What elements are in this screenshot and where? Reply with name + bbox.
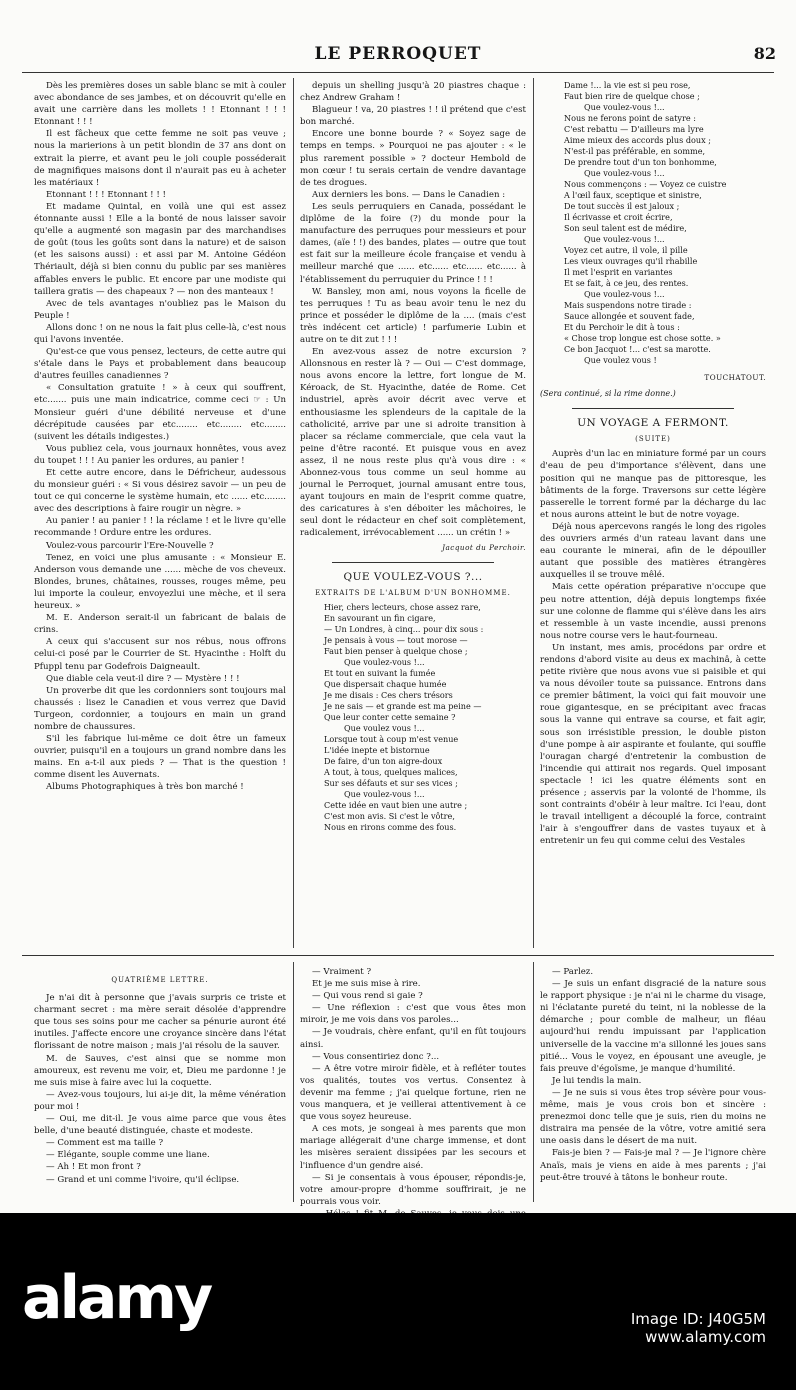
poem-line: Je ne sais — et grande est ma peine — — [324, 700, 482, 711]
poem-line: A l'œil faux, sceptique et sinistre, — [564, 190, 702, 200]
paragraph: Et madame Quintal, en voilà une qui est assez étonnante aussi ! Elle a la bonté de nous laisser savoir qu'elle a augmenté son magasin par des marchandises de goût (tous les goûts sont dans la nature) et de saison (et les saisons aussi) : et assi par M. Antoine Gédéon Thériault, déjà si bien connu du public par ses manières affables envers le public. Et encore par une modiste qui taillera gratis — des chapeaux ? — non des manteaux ! — [34, 201, 286, 297]
paragraph: Au panier ! au panier ! ! la réclame ! et le livre qu'elle recommande ! Ordure entre les ordures. — [34, 516, 286, 539]
paragraph: Fais-je bien ? — Fais-je mal ? — Je l'ignore chère Anaïs, mais je viens en aide à mes parents ; j'ai peut-être trouvé à tâtons le bonheur route. — [540, 1148, 766, 1183]
poem-line: Et du Perchoir le dit à tous : — [564, 322, 680, 332]
paragraph: Dès les premières doses un sable blanc se mit à couler avec abondance de ses jambes, et on découvrit qu'elle en avait une carrière dans les mollets ! ! Etonnant ! ! ! Etonnant ! ! ! — [34, 81, 286, 128]
poem-line: Les vieux ouvrages qu'il rhabille — [564, 256, 698, 266]
page-header — [20, 44, 776, 74]
paragraph: Voulez-vous parcourir l'Ere-Nouvelle ? — [46, 540, 214, 551]
poem-line: Dame !... la vie est si peu rose, — [564, 80, 691, 90]
poem-line: — Un Londres, à cinq... pour dix sous : — [324, 623, 484, 634]
poem-line: Je pensais à vous — tout morose — — [324, 634, 468, 645]
column-right — [540, 80, 766, 946]
page-number: 82 — [753, 44, 776, 63]
lower-column-left — [34, 966, 286, 1206]
paragraph: Avec de tels avantages n'oubliez pas le Maison du Peuple ! — [34, 298, 286, 321]
poem-line: Sur ses défauts et sur ses vices ; — [324, 777, 458, 788]
poem-line: L'idée inepte et bistornue — [324, 744, 430, 755]
paragraph: depuis un shelling jusqu'à 20 piastres chaque : chez Andrew Graham ! — [300, 81, 526, 104]
letter-text — [34, 992, 286, 1186]
column-divider-4 — [533, 962, 534, 1202]
article-title: UN VOYAGE A FERMONT. — [577, 417, 729, 430]
paragraph: — Je ne suis si vous êtes trop sévère pour vous-même, mais je vous crois bon et sincère : prenezmoi donc telle que je suis, rien du moins ne distraira ma pensée de la vôtre, votre amitié sera une oasis dans le désert de ma nuit. — [540, 1087, 766, 1147]
poem-verses-continued — [564, 80, 766, 366]
section-rule — [22, 955, 774, 956]
image-id: Image ID: J40G5M — [630, 1310, 766, 1328]
paragraph: Un proverbe dit que les cordonniers sont toujours mal chaussés : lisez le Canadien et vous verrez que David Turgeon, cordonnier, a toujours en main un grand nombre de chaussures. — [34, 685, 286, 732]
paragraph: Allons donc ! on ne nous la fait plus celle-là, c'est nous qui l'avons inventée. — [34, 322, 286, 345]
poem-subtitle: EXTRAITS DE L'ALBUM D'UN BONHOMME. — [315, 588, 511, 597]
middle-article — [300, 80, 526, 540]
paragraph: En avez-vous assez de notre excursion ? Allonsnous en rester là ? — Oui — C'est dommage, nous avons encore la lettre, fort longue de M. Kéroack, de St. Hyacinthe, datée de Rome. Cet industriel, après avoir décrit avec verve et enthousiasme les splendeurs de la capitale de la catholicité, arrive par une si adroite transition à placer sa réclame commerciale, que cela vaut la peine d'être raconté. Et puisque vous en avez assez, il ne nous reste plus qu'à vous dire : « Abonnez-vous tous comme un seul homme au journal le Perroquet, journal amusant entre tous, ayant toujours en main de l'esprit comme quatre, des caricatures à s'en déboiter les mâchoires, le seul dont le rédacteur en chef soit complètement, radicalement, irrévocablement ...... un crétin ! » — [300, 347, 526, 539]
poem-line: Que voulez-vous !... — [584, 168, 665, 178]
image-code — [631, 1310, 766, 1346]
paragraph: — Comment est ma taille ? — [46, 1138, 164, 1149]
poem-line: Lorsque tout à coup m'est venue — [324, 733, 459, 744]
paragraph: Mais cette opération préparative n'occupe que peu notre attention, déjà depuis longtemps fixée sur une colonne de flamme qui s'élève dans les airs et ressemble à un vaste incendie, aussi prenons nous notre course vers le haut-fourneau. — [540, 582, 766, 641]
article-signature: Jacquot du Perchoir. — [442, 542, 526, 552]
poem-line: Il écrivasse et croit écrire, — [564, 212, 673, 222]
poem-line: Que voulez-vous !... — [344, 788, 425, 799]
poem-line: Que voulez-vous !... — [584, 289, 665, 299]
site-url: www.alamy.com — [645, 1328, 766, 1346]
paragraph: — Je voudrais, chère enfant, qu'il en fût toujours ainsi. — [300, 1027, 526, 1050]
column-divider-3 — [293, 962, 294, 1202]
masthead: LE PERROQUET — [314, 44, 482, 64]
paragraph: — A être votre miroir fidèle, et à refléter toutes vos qualités, toutes vos vertus. Consentez à devenir ma femme ; j'ai quelque fortune, rien ne vous manquera, et je veillerai attentivement à ce que vous soyez heureuse. — [300, 1063, 526, 1123]
separator — [332, 562, 494, 563]
poem-line: Mais suspendons notre tirade : — [564, 300, 692, 310]
poem-line: Que dispersait chaque humée — [324, 678, 447, 689]
poem-line: De prendre tout d'un ton bonhomme, — [564, 157, 717, 167]
paragraph: — Avez-vous toujours, lui ai-je dit, la même vénération pour moi ! — [34, 1089, 286, 1112]
poem-line: Que voulez vous ! — [584, 355, 657, 365]
poem-line: Nous en rirons comme des fous. — [324, 821, 457, 832]
poem-line: En savourant un fin cigare, — [324, 612, 436, 623]
paragraph: Je n'ai dit à personne que j'avais surpris ce triste et charmant secret : ma mère serait désolée d'apprendre que tous ses soins pour me cacher sa pénurie auront été inutiles. J'affecte encore une croyance sincère dans l'état florissant de notre maison ; mais j'ai résolu de la sauver. — [34, 993, 286, 1052]
poem-line: Et tout en suivant la fumée — [324, 667, 436, 678]
poem-line: Hier, chers lecteurs, chose assez rare, — [324, 601, 481, 612]
column-middle — [300, 80, 526, 946]
paragraph: Déjà nous apercevons rangés le long des rigoles des ouvriers armés d'un rateau lavant dans une eau courante le minerai, afin de le dépouiller autant que possible des matières étrangères auxquelles il se trouve mêlé. — [540, 521, 766, 581]
paragraph: Albums Photographiques à très bon marché ! — [46, 782, 244, 793]
column-divider-1 — [293, 78, 294, 948]
voyage-article — [540, 448, 766, 847]
poem-line: Nous commençons : — Voyez ce cuistre — [564, 179, 727, 189]
poem-line: Nous ne ferons point de satyre : — [564, 113, 696, 123]
article-suite: (SUITE) — [635, 435, 671, 444]
paragraph: M. de Sauves, c'est ainsi que se nomme mon amoureux, est revenu me voir, et, Dieu me pardonne ! je me suis mise à faire avec lui la coquette. — [34, 1053, 286, 1088]
paragraph: Etonnant ! ! ! Etonnant ! ! ! — [46, 189, 167, 200]
poem-line: Que leur conter cette semaine ? — [324, 711, 456, 722]
poem-line: « Chose trop longue est chose sotte. » — [564, 333, 721, 343]
paragraph: S'il les fabrique lui-même ce doit être un fameux ouvrier, puisqu'il en a toujours un grand nombre dans les mains. En a-t-il aux pieds ? — That is the question ! comme disent les Auvernats. — [34, 734, 286, 781]
paragraph: Auprès d'un lac en miniature formé par un cours d'eau de peu d'importance s'élèvent, dans une position qui ne manque pas de pittoresque, les bâtiments de la forge. Traversons sur cette légère passerelle le torrent formé par la décharge du lac et nous aurons atteint le but de notre voyage. — [540, 449, 766, 520]
watermark-footer — [0, 1213, 796, 1390]
paragraph: Et cette autre encore, dans le Défricheur, audessous du monsieur guéri : « Si vous désirez savoir — un peu de tout ce qui concerne le système humain, etc ...... etc........ avec des descriptions à faire rougir un nègre. » — [34, 468, 286, 515]
paragraph: Qu'est-ce que vous pensez, lecteurs, de cette autre qui s'étale dans le Pays et probablement dans beaucoup d'autres feuilles canadiennes ? — [34, 347, 286, 382]
poem-line: De faire, d'un ton aigre-doux — [324, 755, 443, 766]
paragraph: Vous publiez cela, vous journaux honnêtes, vous avez du toupet ! ! ! Au panier les ordures, au panier ! — [34, 443, 286, 466]
poem-line: C'est rebattu — D'ailleurs ma lyre — [564, 124, 704, 134]
poem-line: Et se fait, à ce jeu, des rentes. — [564, 278, 689, 288]
poem-line: Que voulez-vous !... — [584, 234, 665, 244]
poem-line: Faut bien penser à quelque chose ; — [324, 645, 468, 656]
paragraph: — Une réflexion : c'est que vous êtes mon miroir, je me vois dans vos paroles... — [300, 1003, 526, 1026]
lower-column-middle — [300, 966, 526, 1206]
poem-line: Faut bien rire de quelque chose ; — [564, 91, 700, 101]
paragraph: A ces mots, je songeai à mes parents que mon mariage allégerait d'une charge immense, et dont les misères seraient dissipées par les secours et l'influence d'un gendre aisé. — [300, 1124, 526, 1171]
paragraph: A ceux qui s'accusent sur nos rébus, nous offrons celui-ci posé par le Courrier de St. Hyacinthe : Holft du Pfuppl tenu par Godefrois Daigneault. — [34, 637, 286, 672]
paragraph: Les seuls perruquiers en Canada, possédant le diplôme de la foire (?) du monde pour la manufacture des perruques pour messieurs et pour dames, (aïe ! !) des bandes, plates — outre que tout est fait sur la meilleure école française et vendu à meilleur marché que ...... etc...... etc...... etc...... à l'établissement du perruquier du Prince ! ! ! — [300, 201, 526, 285]
column-left — [34, 80, 286, 946]
paragraph: — Grand et uni comme l'ivoire, qu'il éclipse. — [46, 1174, 240, 1185]
header-rule — [22, 72, 774, 73]
paragraph: — Si je consentais à vous épouser, répondis-je, votre amour-propre d'homme souffrirait, je ne pourrais vous voir. — [300, 1172, 526, 1207]
lower-column-right — [540, 966, 766, 1206]
paragraph: Encore une bonne bourde ? « Soyez sage de temps en temps. » Pourquoi ne pas ajouter : « le plus rarement possible » ? docteur Hembold de mon cœur ! tu serais certain de vendre davantage de tes drogues. — [300, 129, 526, 188]
poem-line: Ce bon Jacquot !... c'est sa marotte. — [564, 344, 711, 354]
poem-line: Il met l'esprit en variantes — [564, 267, 673, 277]
paragraph: Un instant, mes amis, procédons par ordre et rendons d'abord visite au deus ex machinâ, à cette petite rivière que nous avons vue si paisible et qui va nous dévoiler toute sa puissance. Entrons dans ce premier bâtiment, la voici qui fait mouvoir une roue gigantesque, en se précipitant avec fracas sous la vanne qui entrave sa course, et fait agir, sous son irrésistible pression, le double piston d'une pompe à air aspirante et foulante, qui souffle l'ouragan chargé d'entretenir la combustion de l'incendie qui attirait nos regards. Quel imposant spectacle ! ici les quatre éléments sont en présence ; asservis par la volonté de l'homme, ils sont contraints d'obéir à leur maître. Ici l'eau, dont le travail intelligent a découplé la force, contraint l'air à s'engouffrer dans de vastes tuyaux et à entretenir un feu qui comme celui des Vestales — [540, 642, 766, 847]
separator — [572, 408, 734, 409]
paragraph: — Elégante, souple comme une liane. — [46, 1150, 210, 1161]
paragraph: Tenez, en voici une plus amusante : « Monsieur E. Anderson vous demande une ...... mèche de vos cheveux. Blondes, brunes, châtaines, rousses, rouges même, peu lui importe la couleur, envoyezlui une mèche, et il sera heureux. » — [34, 552, 286, 612]
paragraph: W. Bansley, mon ami, nous voyons la ficelle de tes perruques ! Tu as beau avoir tenu le nez du prince et posséder le diplôme de la .... (mais c'est très indécent cet article) ! parfumerie Lubin et autre on te dit zut ! ! ! — [300, 286, 526, 345]
poem-line: N'est-il pas préférable, en somme, — [564, 146, 706, 156]
alamy-logo: alamy — [22, 1263, 211, 1333]
poem-line: Son seul talent est de médire, — [564, 223, 687, 233]
paragraph: Que diable cela veut-il dire ? — Mystère ! ! ! — [46, 673, 240, 684]
letter-title: QUATRIÈME LETTRE. — [111, 976, 209, 984]
poem-line: Que voulez-vous !... — [344, 656, 425, 667]
poem-line: Que voulez-vous !... — [584, 102, 665, 112]
poem-verses — [324, 602, 526, 833]
paragraph: — Oui, me dit-il. Je vous aime parce que vous êtes belle, d'une beauté distinguée, chaste et modeste. — [34, 1114, 286, 1137]
poem-line: Sauce allongée et souvent fade, — [564, 311, 695, 321]
poem-title: QUE VOULEZ-VOUS ?... — [343, 570, 483, 583]
paragraph: Blagueur ! va, 20 piastres ! ! il prétend que c'est bon marché. — [300, 105, 526, 128]
poem-signature: TOUCHATOUT. — [704, 373, 766, 382]
paragraph: — Qui vous rend si gaie ? — [312, 991, 423, 1002]
poem-line: Je me disais : Ces chers trésors — [324, 689, 453, 700]
paragraph: Aux derniers les bons. — Dans le Canadien : — [312, 189, 506, 200]
paragraph: — Je suis un enfant disgracié de la nature sous le rapport physique : je n'ai ni le charme du visage, ni l'éclatante pureté du teint, ni la noblesse de la démarche ; pour comble de malheur, un fléau aujourd'hui rendu impuissant par l'application universelle de la vaccine m'a sillonné les joues sans pitié... Vous le voyez, en épousant une aveugle, je fais preuve d'égoïsme, je manque d'humilité. — [540, 979, 766, 1074]
paragraph: M. E. Anderson serait-il un fabricant de balais de crins. — [34, 613, 286, 636]
paragraph: Et je me suis mise à rire. — [312, 979, 421, 990]
continued-note: (Sera continué, si la rime donne.) — [540, 389, 676, 399]
paragraph: Je lui tendis la main. — [552, 1075, 642, 1086]
column-divider-2 — [533, 78, 534, 948]
paragraph: « Consultation gratuite ! » à ceux qui souffrent, etc....... puis une main indicatrice, comme ceci ☞ : Un Monsieur guéri d'une débilité nerveuse et d'une décrépitude causées par etc........ etc........ etc........ (suivent les détails indigestes.) — [34, 383, 286, 442]
poem-line: Cette idée en vaut bien une autre ; — [324, 799, 468, 810]
poem-line: C'est mon avis. Si c'est le vôtre, — [324, 810, 455, 821]
paragraph: — Vraiment ? — [312, 967, 372, 977]
paragraph: — Parlez. — [552, 967, 594, 977]
poem-line: A tout, à tous, quelques malices, — [324, 766, 458, 777]
poem-line: Aime mieux des accords plus doux ; — [564, 135, 711, 145]
paragraph: — Ah ! Et mon front ? — [46, 1162, 141, 1173]
paragraph: Il est fâcheux que cette femme ne soit pas veuve ; nous la marierions à un petit blondin de 37 ans dont on extrait la pierre, et avant peu le joli couple posséderait de magnifiques maisons dont il n'aurait pas eu à acheter les matériaux ! — [34, 129, 286, 188]
poem-line: De tout succès il est jaloux ; — [564, 201, 680, 211]
poem-line: Voyez cet autre, il vole, il pille — [564, 245, 688, 255]
paragraph: — Vous consentiriez donc ?... — [312, 1051, 440, 1062]
poem-line: Que voulez vous !... — [344, 722, 425, 733]
